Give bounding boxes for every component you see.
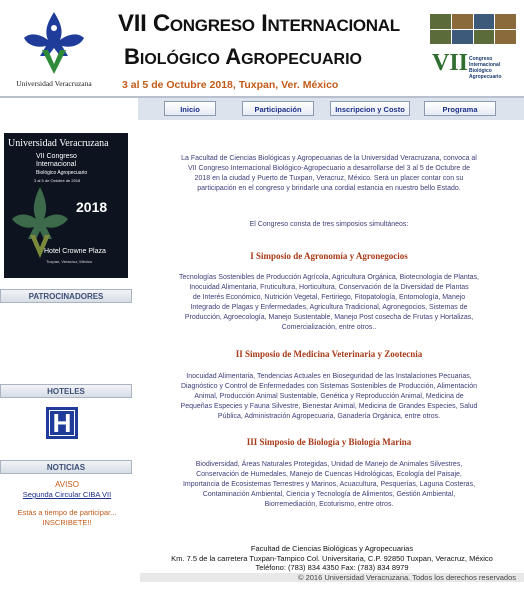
footer-copyright: © 2016 Universidad Veracruzana. Todos los derechos reservados	[140, 573, 524, 583]
university-name: Universidad Veracruzana	[16, 79, 92, 88]
nav-inscripcion[interactable]: Inscripcion y Costo	[330, 101, 410, 116]
nav-programa[interactable]: Programa	[424, 101, 496, 116]
symposium-3-text: Biodiversidad, Áreas Naturales Protegidas, Unidad de Manejo de Animales Silvestres, Conservación de Humedales, Manejo de Cuencas Hidrológicas, Ecología del Paisaje, Importancia de Ecosistemas Terrestres y Marinos, Acuacultura, Pesquerías, Laguna Costeras, Contaminación Ambiental, Ciencia y Tecnología de Alimentos, Gestión Ambiental, Biorremediación, Ecoturismo, entre otros.	[182, 461, 476, 508]
sidebar-patrocinadores[interactable]: PATROCINADORES	[0, 289, 132, 303]
congress-logo-photos	[430, 14, 516, 44]
page-title-line2: BIOLÓGICO AGROPECUARIO	[124, 44, 362, 69]
symposia-intro: El Congreso consta de tres simposios simultáneos:	[249, 221, 409, 228]
sidebar-noticias[interactable]: NOTICIAS	[0, 460, 132, 474]
congress-poster[interactable]: Universidad Veracruzana VII Congreso Internacional Biológico Agropecuario 3 al 5 de Octubre de 2018 2018 Hotel Crowne Plaza Tuxpan, Veracruz, México	[4, 133, 128, 278]
uv-logo-icon[interactable]	[18, 8, 90, 78]
segunda-circular-link[interactable]: Segunda Circular CIBA VII	[22, 490, 112, 499]
congress-logo-vii: VII	[432, 50, 469, 76]
inscribete-line2[interactable]: INSCRIBETE!!	[42, 518, 92, 527]
symposium-1-text: Tecnologías Sostenibles de Producción Agrícola, Agricultura Orgánica, Biotecnología de Plantas, Inocuidad Alimentaria, Fruticultura, Horticultura, Conservación de la Diversidad de Plantas de Interés Económico, Nutrición Vegetal, Fertiriego, Fitopatología, Entomología, Manejo Integrado de Plagas y Enfermedades, Agricultura Tradicional, Agronegocios, Sistemas de Producción, Agroecología, Manejo Sustentable, Manejo Post cosecha de Frutas y Hortalizas, Comercialización, entre otros..	[178, 274, 479, 331]
page-title-line1: VII CONGRESO INTERNACIONAL	[118, 10, 400, 37]
aviso-label: AVISO	[55, 480, 79, 489]
congress-logo-text: Congreso Internacional Biológico Agropecuario	[469, 56, 502, 80]
footer-faculty: Facultad de Ciencias Biológicas y Agropecuarias	[250, 544, 414, 553]
inscribete-line1: Estás a tiempo de participar...	[17, 508, 117, 517]
event-dates: 3 al 5 de Octubre 2018, Tuxpan, Ver. México	[122, 79, 339, 91]
symposium-1-title: I Simposio de Agronomía y Agronegocios	[250, 251, 408, 261]
footer	[140, 544, 524, 582]
nav-participacion[interactable]: Participación	[242, 101, 314, 116]
hotel-h-letter: H	[52, 408, 72, 438]
footer-address: Km. 7.5 de la carretera Tuxpan-Tampico Col. Universitaria, C.P. 92850 Tuxpan, Veracruz, México	[171, 553, 493, 563]
footer-phone: Teléfono: (783) 834 4350 Fax: (783) 834 8979	[255, 563, 409, 572]
header	[0, 0, 524, 96]
symposium-3-title: III Simposio de Biología y Biología Marina	[246, 437, 412, 447]
nav-inicio[interactable]: Inicio	[164, 101, 216, 116]
intro-paragraph: La Facultad de Ciencias Biológicas y Agropecuarias de la Universidad Veracruzana, convoca al VII Congreso Internacional Biológico-Agropecuario a desarrollarse del 3 al 5 de Octubre de 2018 en la ciudad y Puerto de Tuxpan, Veracruz, México. Será un placer contar con su participación en el congreso y brindarle una cordial estancia en nuestro bello Estado.	[181, 155, 477, 192]
symposium-2-title: II Simposio de Medicina Veterinaria y Zootecnia	[235, 349, 423, 359]
sidebar-hoteles[interactable]: HOTELES	[0, 384, 132, 398]
symposium-2-text: Inocuidad Alimentaria, Tendencias Actuales en Bioseguridad de las Instalaciones Pecuarias, Diagnóstico y Control de Enfermedades con Sistemas Sostenibles de Producción, Alimentación Animal, Producción Animal Sustentable, Genética y Reproducción Animal, Medicina de Pequeñas Especies y Fauna Silvestre, Bienestar Animal, Medicina de Grandes Especies, Salud Pública, Administración Agropecuaria, Ganadería Orgánica, entre otros.	[180, 373, 478, 420]
